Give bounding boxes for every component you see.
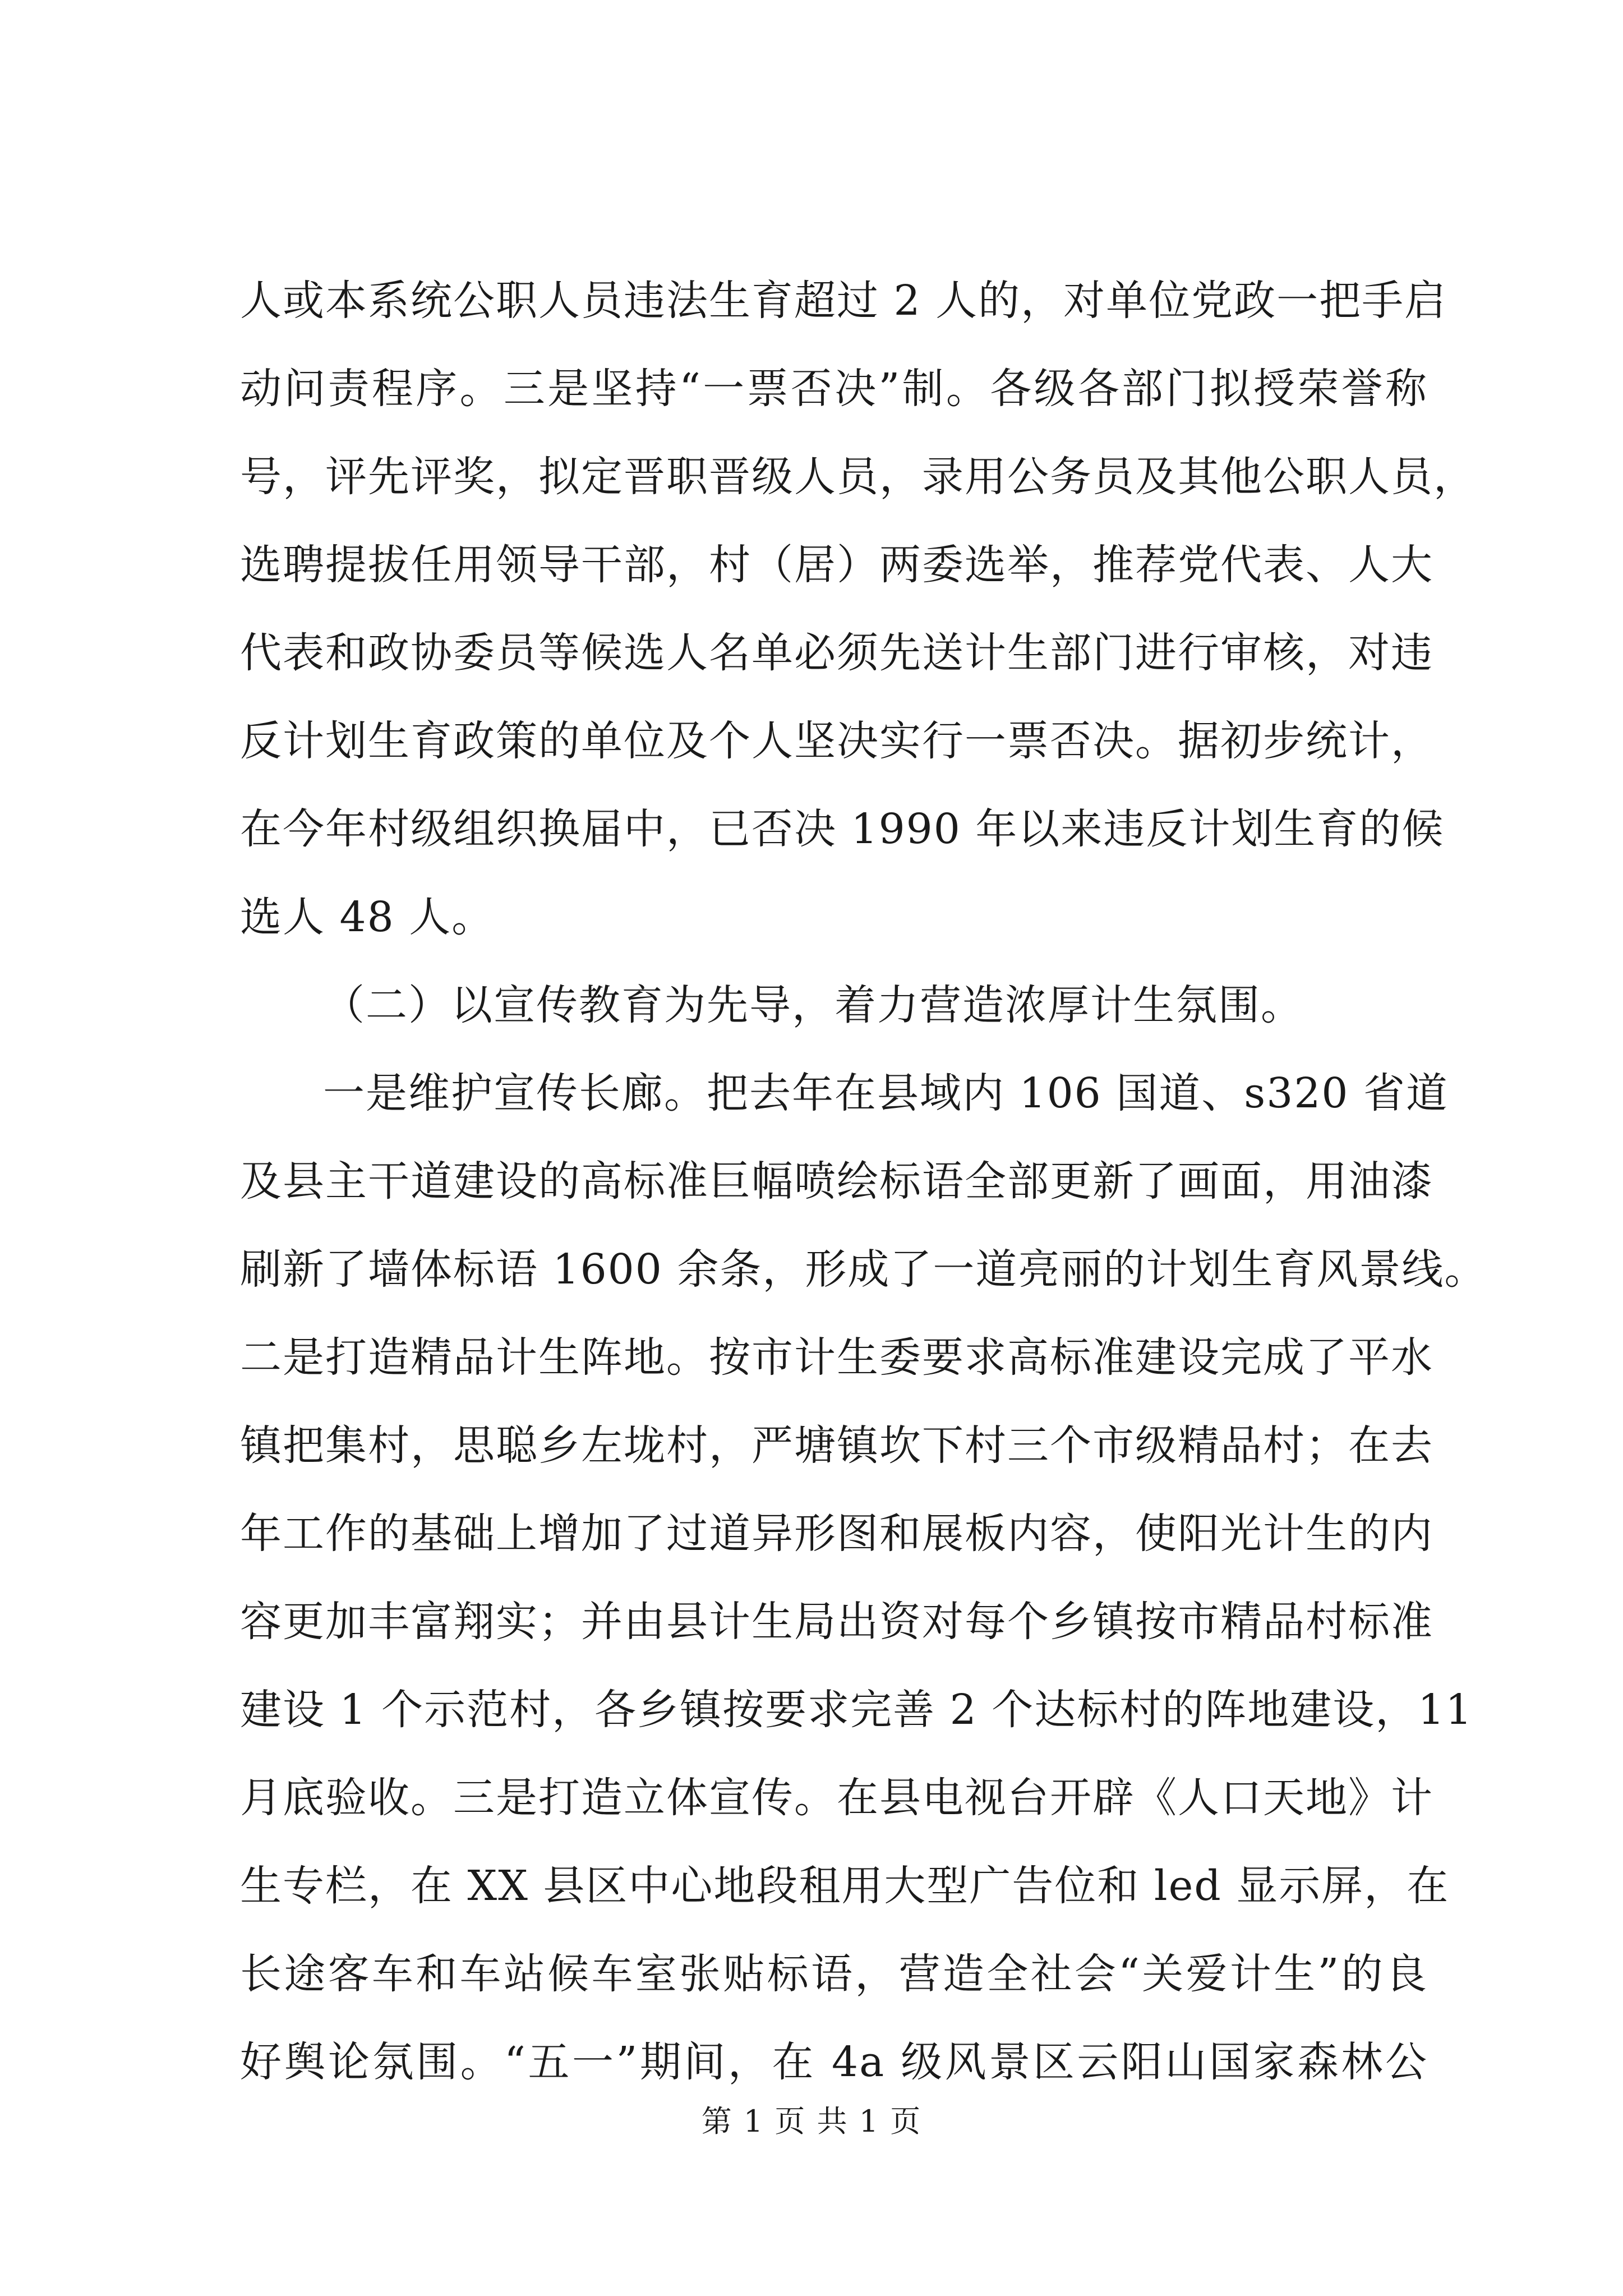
text-line: 年工作的基础上增加了过道异形图和展板内容，使阳光计生的内 xyxy=(240,1510,1433,1558)
text-line: 刷新了墙体标语 1600 余条，形成了一道亮丽的计划生育风景线。 xyxy=(240,1245,1487,1294)
text-line: 选人 48 人。 xyxy=(240,893,495,941)
text-line: 一是维护宣传长廊。把去年在县域内 106 国道、s320 省道 xyxy=(323,1069,1449,1117)
text-line: 容更加丰富翔实；并由县计生局出资对每个乡镇按市精品村标准 xyxy=(240,1598,1433,1646)
text-line: 月底验收。三是打造立体宣传。在县电视台开辟《人口天地》计 xyxy=(240,1774,1433,1822)
text-line: 人或本系统公职人员违法生育超过 2 人的，对单位党政一把手启 xyxy=(240,277,1447,325)
text-line: 建设 1 个示范村，各乡镇按要求完善 2 个达标村的阵地建设，11 xyxy=(240,1686,1473,1734)
section-heading: （二）以宣传教育为先导，着力营造浓厚计生氛围。 xyxy=(323,981,1303,1029)
document-body xyxy=(240,257,1487,2106)
text-line: 号，评先评奖，拟定晋职晋级人员，录用公务员及其他公职人员， xyxy=(240,453,1476,501)
text-line: 在今年村级组织换届中，已否决 1990 年以来违反计划生育的候 xyxy=(240,805,1445,853)
text-line: 镇把集村，思聪乡左垅村，严塘镇坎下村三个市级精品村；在去 xyxy=(240,1421,1433,1470)
text-line: 动问责程序。三是坚持“一票否决”制。各级各部门拟授荣誉称 xyxy=(240,365,1428,413)
page-footer: 第 1 页 共 1 页 xyxy=(701,2104,922,2139)
text-line: 选聘提拔任用领导干部，村（居）两委选举，推荐党代表、人大 xyxy=(240,541,1433,589)
text-line: 代表和政协委员等候选人名单必须先送计生部门进行审核，对违 xyxy=(240,629,1433,677)
text-line: 及县主干道建设的高标准巨幅喷绘标语全部更新了画面，用油漆 xyxy=(240,1157,1433,1205)
text-line: 生专栏，在 XX 县区中心地段租用大型广告位和 led 显示屏，在 xyxy=(240,1862,1450,1910)
text-line: 好舆论氛围。“五一”期间，在 4a 级风景区云阳山国家森林公 xyxy=(240,2038,1428,2086)
text-line: 长途客车和车站候车室张贴标语，营造全社会“关爱计生”的良 xyxy=(240,1950,1428,1998)
text-line: 反计划生育政策的单位及个人坚决实行一票否决。据初步统计， xyxy=(240,717,1433,765)
text-line: 二是打造精品计生阵地。按市计生委要求高标准建设完成了平水 xyxy=(240,1333,1433,1382)
